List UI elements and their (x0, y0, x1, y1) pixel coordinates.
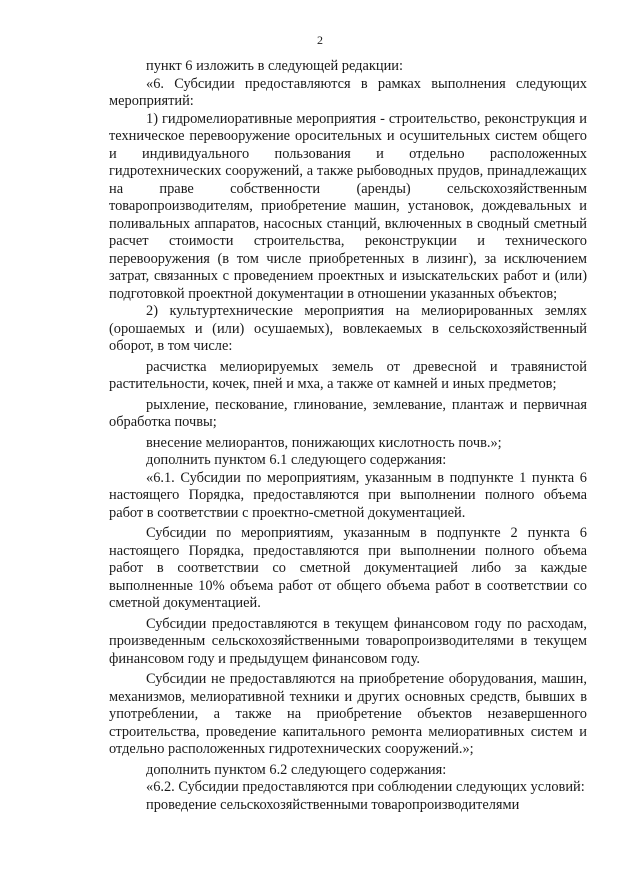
paragraph-ameliorants: внесение мелиорантов, понижающих кислотность почв.»; (146, 434, 502, 451)
paragraph-subitem-1: 1) гидромелиоративные мероприятия - строительство, реконструкция и техническое перевооружение оросительных и осушительных систем общего и индивидуального пользования и отдельно расположенных гидротехнических сооружений, а также рыбоводных прудов, принадлежащих на праве собственности (аренды) сельскохозяйственным товаропроизводителям, приобретение машин, установок, дождевальных и поливальных аппаратов, насосных станций, включенных в сводный сметный расчет стоимости строительства, реконструкции и технического перевооружения (в том числе приобретенных в лизинг), за исключением затрат, связанных с проведением проектных и изыскательских работ и (или) подготовкой проектной документации в отношении указанных объектов; (109, 110, 587, 302)
paragraph-subsidy-subitem-2: Субсидии по мероприятиям, указанным в подпункте 2 пункта 6 настоящего Порядка, предоставляются при выполнении полного объема работ в соответствии со сметной документацией либо за каждые выполненные 10% объема работ от общего объема работ в соответствии со сметной документацией. (109, 525, 587, 611)
paragraph-soil-treatment: рыхление, пескование, глинование, землевание, плантаж и первичная обработка почвы; (109, 396, 587, 430)
paragraph-conditions: проведение сельскохозяйственными товаропроизводителями (146, 796, 520, 813)
paragraph-item-6-2: «6.2. Субсидии предоставляются при соблюдении следующих условий: (146, 779, 585, 795)
paragraph-exclusions: Субсидии не предоставляются на приобретение оборудования, машин, механизмов, мелиоративной техники и других основных средств, бывших в употреблении, а также на приобретение объектов незавершенного строительства, проведение капитального ремонта мелиоративных систем и отдельно расположенных гидротехнических сооружений.»; (109, 671, 587, 757)
paragraph-clearing: расчистка мелиорируемых земель от древесной и травянистой растительности, кочек, пней и мха, а также от камней и иных предметов; (109, 358, 587, 392)
paragraph-item-6-1: «6.1. Субсидии по мероприятиям, указанным в подпункте 1 пункта 6 настоящего Порядка, предоставляются при выполнении полного объема работ в соответствии с проектно-сметной документацией. (109, 469, 587, 521)
page-number: 2 (317, 33, 323, 47)
paragraph-intro: пункт 6 изложить в следующей редакции: (146, 58, 403, 74)
paragraph-add-6-2: дополнить пунктом 6.2 следующего содержания: (146, 761, 447, 778)
paragraph-current-year: Субсидии предоставляются в текущем финансовом году по расходам, произведенным сельскохозяйственными товаропроизводителями в текущем финансовом году и предыдущем финансовом году. (109, 615, 587, 667)
paragraph-item-6: «6. Субсидии предоставляются в рамках выполнения следующих мероприятий: (109, 75, 587, 109)
paragraph-add-6-1: дополнить пунктом 6.1 следующего содержания: (146, 452, 447, 468)
document-body (109, 58, 587, 814)
paragraph-subitem-2: 2) культуртехнические мероприятия на мелиорированных землях (орошаемых и (или) осушаемых), вовлекаемых в сельскохозяйственный оборот, в том числе: (109, 303, 587, 354)
